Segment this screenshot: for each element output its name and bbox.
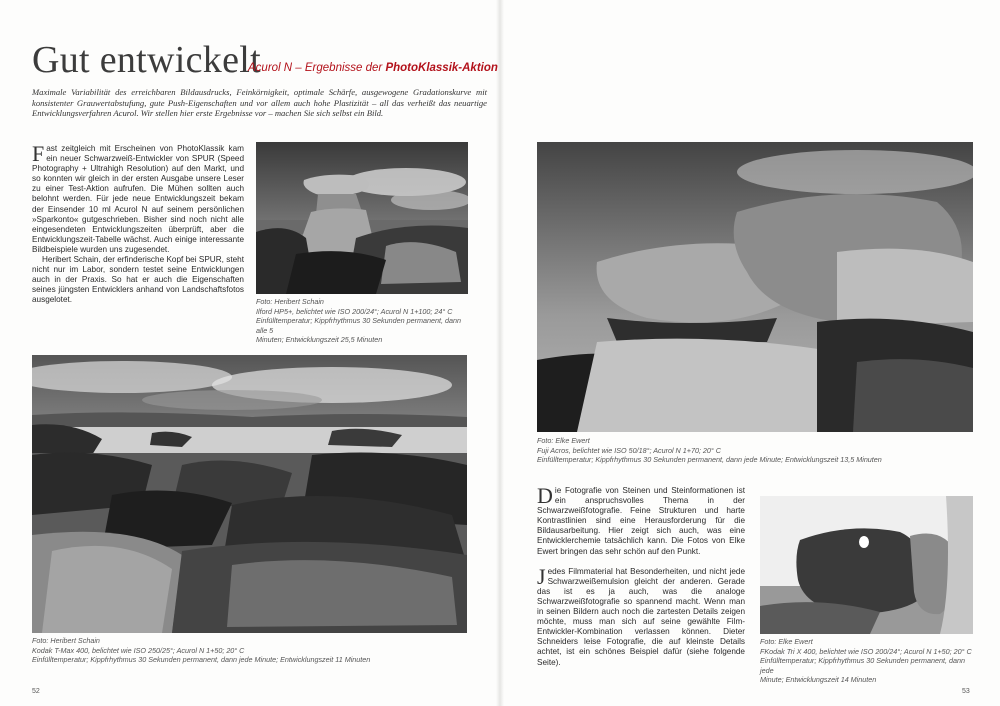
caption-photo-2 bbox=[32, 636, 472, 665]
dropcap-f: F bbox=[32, 141, 45, 166]
caption-photo-4 bbox=[760, 637, 975, 685]
caption-4-credit: Foto: Elke Ewert bbox=[760, 637, 813, 646]
photo-balanced-rock-ewert bbox=[537, 142, 973, 432]
caption-3-credit: Foto: Elke Ewert bbox=[537, 436, 590, 445]
left-paragraph-1 bbox=[32, 141, 244, 255]
caption-photo-1 bbox=[256, 297, 471, 345]
left-column-text bbox=[32, 141, 244, 306]
caption-1-line-2: Ilford HP5+, belichtet wie ISO 200/24°; Acurol N 1+100; 24° C bbox=[256, 306, 453, 316]
lead-paragraph: Maximale Variabilität des erreichbaren Bildausdrucks, Feinkörnigkeit, optimale Schärfe, ausgewogene Gradationskurve mit konsistenter Grauwertabstufung, gute Push-Eigenschaften und vor allem auch hohe Plastizität – all das verheißt das neuartige Entwicklungsverfahren Acurol. Wir stellen hier erste Ergebnisse vor – machen Sie sich selbst ein Bild. bbox=[32, 87, 487, 119]
dropcap-d: D bbox=[537, 483, 553, 508]
right-paragraph-2 bbox=[537, 563, 745, 668]
article-subtitle bbox=[248, 62, 498, 74]
left-paragraph-1-text: ast zeitgleich mit Erscheinen von PhotoKlassik kam ein neuer Schwarzweiß-Entwickler von SPUR (Speed Photography + Ultrahigh Resolution) auf den Markt, und so konnten wir gleich in der ersten Ausgabe unsere Leser zu einer Test-Aktion aufrufen. Die Mühen sollten auch belohnt werden. Für jede neue Entwicklungszeit bekam der Einsender 10 ml Acurol N auf seinem persönlichen »Sparkonto« gutgeschrieben. Bisher sind noch nicht alle eingesendeten Entwicklungszeiten überprüft, aber die Entwicklungszeit-Tabelle wächst. Auch einige interessante Bildbeispiele wurden uns zugesendet. bbox=[32, 144, 244, 254]
caption-4-line-4: Minute; Entwicklungszeit 14 Minuten bbox=[760, 675, 877, 685]
subtitle-brand: PhotoKlassik-Aktion bbox=[385, 62, 498, 74]
caption-1-line-4: Minuten; Entwicklungszeit 25,5 Minuten bbox=[256, 335, 383, 345]
caption-photo-3 bbox=[537, 436, 977, 465]
right-paragraph-1 bbox=[537, 483, 745, 557]
subtitle-prefix: Acurol N – Ergebnisse der bbox=[248, 62, 386, 74]
right-paragraph-2-text: edes Filmmaterial hat Besonderheiten, und nicht jede Schwarzweißemulsion gleicht der anderen. Gerade das ist es ja auch, was die analoge Schwarzweißfotografie so spannend macht. Wenn man in seinen Bildern auch noch die zartesten Details zeigen möchte, muss man sich auf seine gewählte Film-Entwickler-Kombination verlassen können. Dieter Schneiders leise Fotografie, die auf kleinste Details achtet, ist ein schönes Beispiel dafür (siehe folgende Seite). bbox=[537, 566, 745, 667]
page-gutter bbox=[496, 0, 504, 706]
caption-1-line-3: Einfülltemperatur; Kippfrhythmus 30 Sekunden permanent, dann alle 5 bbox=[256, 316, 461, 335]
right-column-text bbox=[537, 483, 745, 668]
article-title: Gut entwickelt bbox=[32, 39, 261, 81]
caption-2-credit: Foto: Heribert Schain bbox=[32, 636, 100, 645]
caption-4-line-3: Einfülltemperatur; Kippfrhythmus 30 Sekunden permanent, dann jede bbox=[760, 656, 965, 675]
left-paragraph-2: Heribert Schain, der erfinderische Kopf bei SPUR, steht nicht nur im Labor, sondern testet seine Entwicklungen auch in der Praxis. So hat er auch die Eigenschaften seines jüngsten Entwicklers anhand von Landschaftsfotos ausgelotet. bbox=[32, 255, 244, 305]
right-paragraph-1-text: ie Fotografie von Steinen und Steinformationen ist ein anspruchsvolles Thema in der Schwarzweißfotografie. Feine Strukturen und harte Kontrastlinien sind eine Herausforderung für die Bildausarbeitung. Hier zeigt sich auch, was eine Entwicklerchemie tatsächlich kann. Die Fotos von Elke Ewert bringen das sehr schön auf den Punkt. bbox=[537, 486, 745, 556]
page-number-left: 52 bbox=[32, 688, 40, 695]
caption-3-line-3: Einfülltemperatur; Kippfrhythmus 30 Sekunden permanent, dann jede Minute; Entwicklungszeit 13,5 Minuten bbox=[537, 455, 882, 465]
caption-2-line-2: Kodak T-Max 400, belichtet wie ISO 250/25°; Acurol N 1+50; 20° C bbox=[32, 645, 245, 655]
caption-3-line-2: Fuji Acros, belichtet wie ISO 50/18°; Acurol N 1+70; 20° C bbox=[537, 445, 721, 455]
caption-4-line-2: FKodak Tri X 400, belichtet wie ISO 200/24°; Acurol N 1+50; 20° C bbox=[760, 646, 972, 656]
caption-1-credit: Foto: Heribert Schain bbox=[256, 297, 324, 306]
photo-rock-formation-schain bbox=[256, 142, 468, 294]
dropcap-j: J bbox=[537, 563, 546, 589]
photo-rock-with-hole-ewert bbox=[760, 496, 973, 634]
caption-2-line-3: Einfülltemperatur; Kippfrhythmus 30 Sekunden permanent, dann jede Minute; Entwicklungszeit 11 Minuten bbox=[32, 655, 371, 665]
photo-coastal-rocks-schain bbox=[32, 355, 467, 633]
page-number-right: 53 bbox=[962, 688, 970, 695]
